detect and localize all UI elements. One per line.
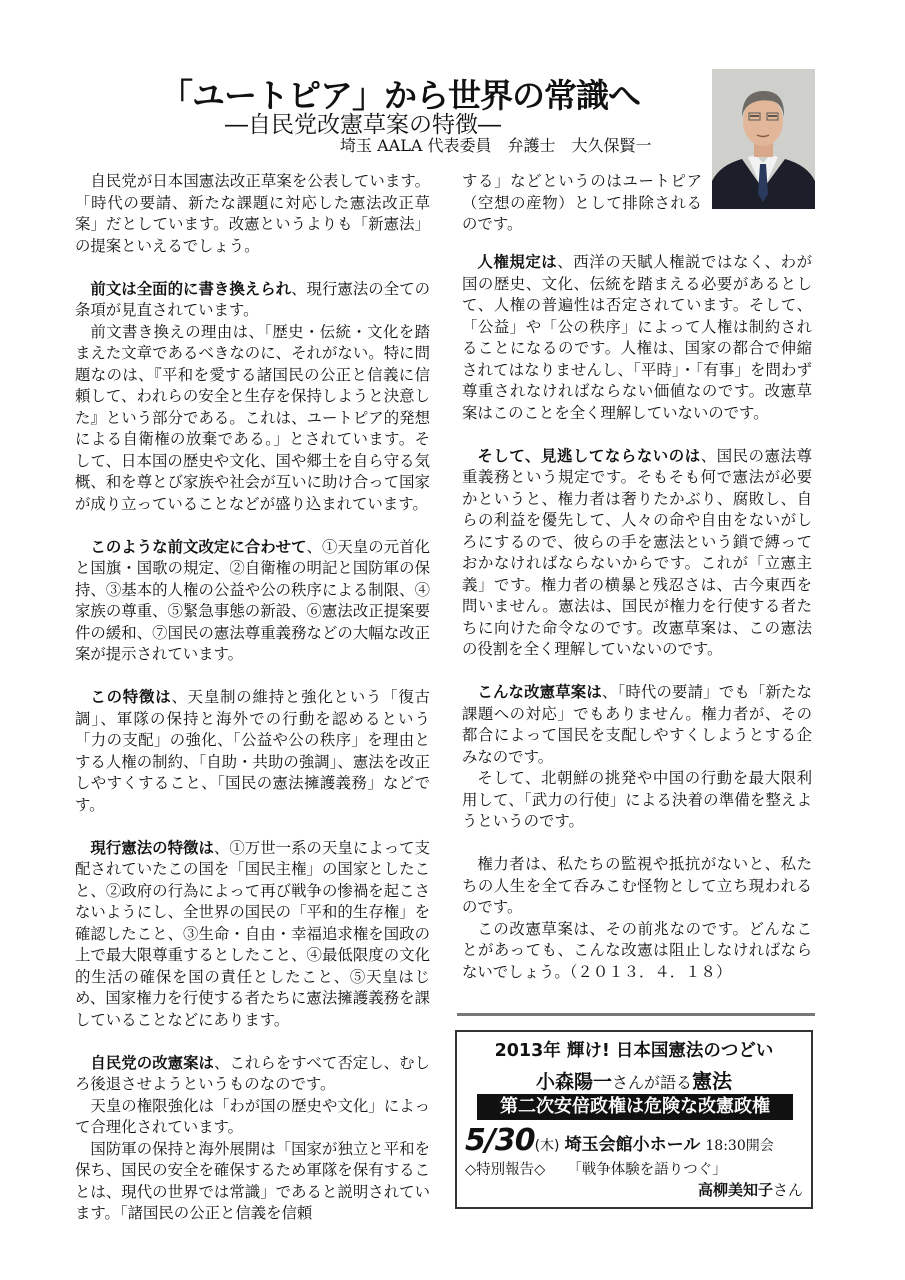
paragraph [75, 537, 430, 666]
paragraph: 自民党が日本国憲法改正草案を公表しています。「時代の要請、新たな課題に対応した憲法改正草案」だとしています。改憲というよりも「新憲法」の提案といえるでしょう。 [75, 172, 430, 255]
paragraph [462, 252, 812, 424]
article-subtitle: ―自民党改憲草案の特徴― [225, 112, 501, 138]
paragraph-text: 、天皇制の維持と強化という「復古調」、軍隊の保持と海外での行動を認めるという「力の支配」の強化、「公益や公の秩序」を理由とする人権の制約、「自助・共助の強調」、憲法を改正しやすくすること、「国民の憲法擁護義務」などです。 [75, 688, 430, 814]
event-speaker [457, 1065, 811, 1094]
paragraph [462, 446, 812, 661]
paragraph [75, 687, 430, 816]
paragraph-text: 、西洋の天賦人権説ではなく、わが国の歴史、文化、伝統を踏まえる必要があるとして、人権の普遍性は否定されています。そして、「公益」や「公の秩序」によって人権は制約されることになるのです。人権は、国家の都合で伸縮されてはなりませんし、「平時」・「有事」を問わず尊重されなければならない価値なのです。改憲草案はこのことを全く理解していないのです。 [462, 253, 812, 422]
left-column [75, 171, 430, 1225]
paragraph: する」などというのはユートピア（空想の産物）として排除されるのです。 [462, 172, 702, 233]
author-title: 弁護士 [507, 136, 556, 155]
author-org: 埼玉 AALA 代表委員 [340, 136, 492, 155]
author-portrait [712, 69, 815, 209]
event-banner: 第二次安倍政権は危険な改憲政権 [477, 1094, 793, 1120]
paragraph-lead: そして、見逃してならないのは [477, 446, 701, 465]
paragraph-lead: 現行憲法の特徴は [90, 838, 214, 857]
event-venue: 埼玉会館小ホール [564, 1135, 701, 1155]
paragraph-text: 、これらをすべて否定し、むしろ後退させようというものなのです。 [75, 1053, 430, 1093]
right-column [462, 252, 812, 983]
event-datetime [465, 1123, 774, 1158]
guest-name: 高柳美知子 [697, 1181, 773, 1199]
event-title: 2013年 輝け! 日本国憲法のつどい [494, 1041, 774, 1061]
paragraph [75, 838, 430, 1032]
event-day: (木) [534, 1138, 560, 1154]
paragraph-text: 、国民の憲法尊重義務という規定です。そもそも何で憲法が必要かというと、権力者は奢りたかぶり、腐敗し、自らの利益を優先して、人々の命や自由をないがしろにするので、彼らの手を憲法という鎖で縛っておかなければならないからです。これが「立憲主義」です。権力者の横暴と残忍さは、古今東西を問いません。憲法は、国民が権力を行使する者たちに向けた命令なのです。改憲草案は、この憲法の役割を全く理解していないのです。 [462, 446, 812, 658]
paragraph: 国防軍の保持と海外展開は「国家が独立と平和を保ち、国民の安全を確保するため軍隊を保有することは、現代の世界では常識」であると説明されています。「諸国民の公正と信義を信頼 [75, 1139, 430, 1222]
paragraph-lead: このような前文改定に合わせて [90, 537, 307, 556]
speaker-topic: 憲法 [692, 1069, 733, 1093]
author-line [340, 133, 652, 156]
paragraph-lead: こんな改憲草案は [477, 683, 602, 701]
paragraph-lead: この特徴は [90, 688, 172, 706]
event-guest [698, 1179, 803, 1200]
event-time: 18:30開会 [705, 1138, 774, 1154]
article-title: 「ユートピア」から世界の常識へ [160, 76, 640, 115]
paragraph-text: 、「時代の要請」でも「新たな課題への対応」でもありません。権力者が、その都合によって国民を支配しやすくしようとする企みなのです。 [462, 683, 812, 766]
paragraph-text: 、①天皇の元首化と国旗・国歌の規定、②自衛権の明記と国防軍の保持、③基本的人権の公益や公の秩序による制限、④家族の尊重、⑤緊急事態の新設、⑥憲法改正提案要件の緩和、⑦国民の憲法尊重義務などの大幅な改正案が提示されています。 [75, 537, 430, 663]
paragraph [462, 682, 812, 768]
paragraph-lead: 人権規定は [477, 253, 558, 271]
portrait-illustration [712, 69, 815, 209]
author-name: 大久保賢一 [571, 136, 652, 155]
paragraph: この改憲草案は、その前兆なのです。どんなことがあっても、こんな改憲は阻止しなければならないでしょう。（２０１３．４．１８） [462, 919, 812, 981]
event-date: 5/30 [465, 1123, 535, 1158]
paragraph-text: 、現行憲法の全ての条項が見直されています。 [75, 279, 430, 319]
speaker-name: 小森陽一 [535, 1071, 612, 1093]
event-announcement [455, 1030, 813, 1209]
paragraph-lead: 前文は全面的に書き換えられ [90, 279, 292, 298]
paragraph: そして、北朝鮮の挑発や中国の行動を最大限利用して、「武力の行使」による決着の準備を整えようというのです。 [462, 769, 812, 830]
paragraph-lead: 自民党の改憲案は [90, 1053, 215, 1072]
paragraph-text: 、①万世一系の天皇によって支配されていたこの国を「国民主権」の国家としたこと、②政府の行為によって再び戦争の惨禍を起こさないようにし、全世界の国民の「平和的生存権」を確認したこと、③生命・自由・幸福追求権を国政の上で最大限尊重するとしたこと、④最低限度の文化的生活の確保を国の責任としたこと、⑤天皇はじめ、国家権力を行使する者たちに憲法擁護義務を課していることなどにあります。 [75, 838, 430, 1029]
report-label: ◇特別報告◇ [465, 1162, 546, 1178]
event-report [465, 1158, 727, 1179]
paragraph [75, 1053, 430, 1096]
guest-suffix: さん [772, 1181, 803, 1199]
report-title: 「戦争体験を語りつぐ」 [567, 1162, 727, 1178]
paragraph: 天皇の権限強化は「わが国の歴史や文化」によって合理化されています。 [75, 1096, 430, 1136]
divider [457, 1013, 815, 1016]
paragraph: 前文書き換えの理由は、「歴史・伝統・文化を踏まえた文章であるべきなのに、それがない。特に問題なのは、『平和を愛する諸国民の公正と信義に信頼して、われらの安全と生存を保持しようと決意した』という部分である。これは、ユートピア的発想による自衛権の放棄である。」とされています。そして、日本国の歴史や文化、国や郷土を自ら守る気概、和を尊とび家族や社会が互いに助け合って国家が成り立っていることなどが盛り込まれています。 [75, 322, 430, 513]
right-column-top [462, 171, 702, 257]
paragraph [75, 279, 430, 322]
speaker-mid: さんが語る [612, 1073, 693, 1092]
paragraph: 権力者は、私たちの監視や抵抗がないと、私たちの人生を全て呑みこむ怪物として立ち現われるのです。 [462, 855, 812, 916]
